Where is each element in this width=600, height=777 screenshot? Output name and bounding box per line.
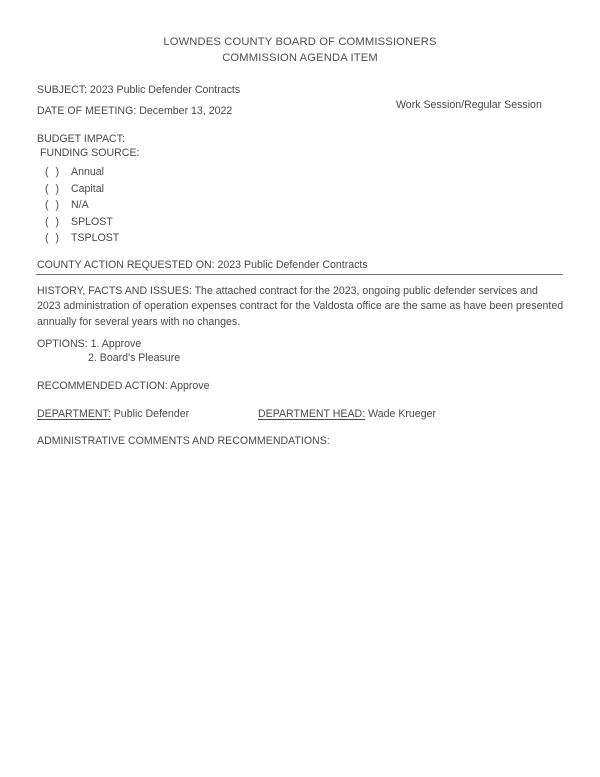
funding-option-annual[interactable] bbox=[45, 164, 119, 181]
department-line bbox=[37, 407, 189, 421]
department-head-line bbox=[258, 407, 436, 421]
options-line-1: OPTIONS: 1. Approve bbox=[37, 338, 142, 350]
county-action-requested-line: COUNTY ACTION REQUESTED ON: 2023 Public Defender Contracts bbox=[37, 259, 368, 271]
funding-option-tsplost[interactable] bbox=[45, 230, 119, 247]
department-value: Public Defender bbox=[110, 408, 190, 420]
checkbox-tsplost[interactable]: ( ) bbox=[45, 232, 61, 244]
checkbox-capital[interactable]: ( ) bbox=[45, 182, 61, 195]
subject-label: SUBJECT: bbox=[37, 84, 88, 96]
date-of-meeting-line bbox=[37, 104, 232, 118]
funding-option-label: N/A bbox=[71, 199, 89, 211]
funding-option-label: Capital bbox=[71, 182, 104, 195]
checkbox-splost[interactable]: ( ) bbox=[45, 215, 61, 228]
subject-line bbox=[37, 83, 240, 97]
department-head-label: DEPARTMENT HEAD: bbox=[258, 408, 366, 420]
department-label: DEPARTMENT: bbox=[37, 408, 111, 420]
session-type-label: Work Session/Regular Session bbox=[396, 99, 542, 111]
history-facts-issues-paragraph: HISTORY, FACTS AND ISSUES: The attached contract for the 2023, ongoing public defender services and 2023 administration of operation expenses contract for the Valdosta office are the same as have been presented annually for several years with no changes. bbox=[37, 285, 564, 328]
options-line-2: 2. Board's Pleasure bbox=[88, 352, 181, 364]
funding-option-capital[interactable] bbox=[45, 181, 119, 198]
funding-option-splost[interactable] bbox=[45, 214, 119, 231]
recommended-action-line: RECOMMENDED ACTION: Approve bbox=[37, 380, 210, 392]
funding-option-label: TSPLOST bbox=[71, 232, 120, 244]
document-header bbox=[0, 34, 600, 66]
funding-option-na[interactable] bbox=[45, 197, 119, 214]
subject-value: 2023 Public Defender Contracts bbox=[90, 84, 241, 96]
administrative-comments-label: ADMINISTRATIVE COMMENTS AND RECOMMENDATIONS: bbox=[37, 435, 330, 447]
department-head-value: Wade Krueger bbox=[365, 408, 437, 420]
funding-option-label: Annual bbox=[71, 166, 104, 178]
checkbox-annual[interactable]: ( ) bbox=[45, 166, 61, 178]
checkbox-na[interactable]: ( ) bbox=[45, 199, 61, 211]
header-title-line-2: COMMISSION AGENDA ITEM bbox=[222, 52, 378, 64]
funding-source-label: FUNDING SOURCE: bbox=[40, 147, 140, 159]
funding-option-label: SPLOST bbox=[71, 215, 113, 228]
date-value: December 13, 2022 bbox=[139, 105, 233, 117]
budget-impact-label: BUDGET IMPACT: bbox=[37, 133, 125, 145]
date-label: DATE OF MEETING: bbox=[37, 105, 137, 117]
header-title-line-1: LOWNDES COUNTY BOARD OF COMMISSIONERS bbox=[163, 36, 437, 48]
section-divider bbox=[36, 274, 563, 275]
funding-source-options bbox=[45, 164, 119, 247]
